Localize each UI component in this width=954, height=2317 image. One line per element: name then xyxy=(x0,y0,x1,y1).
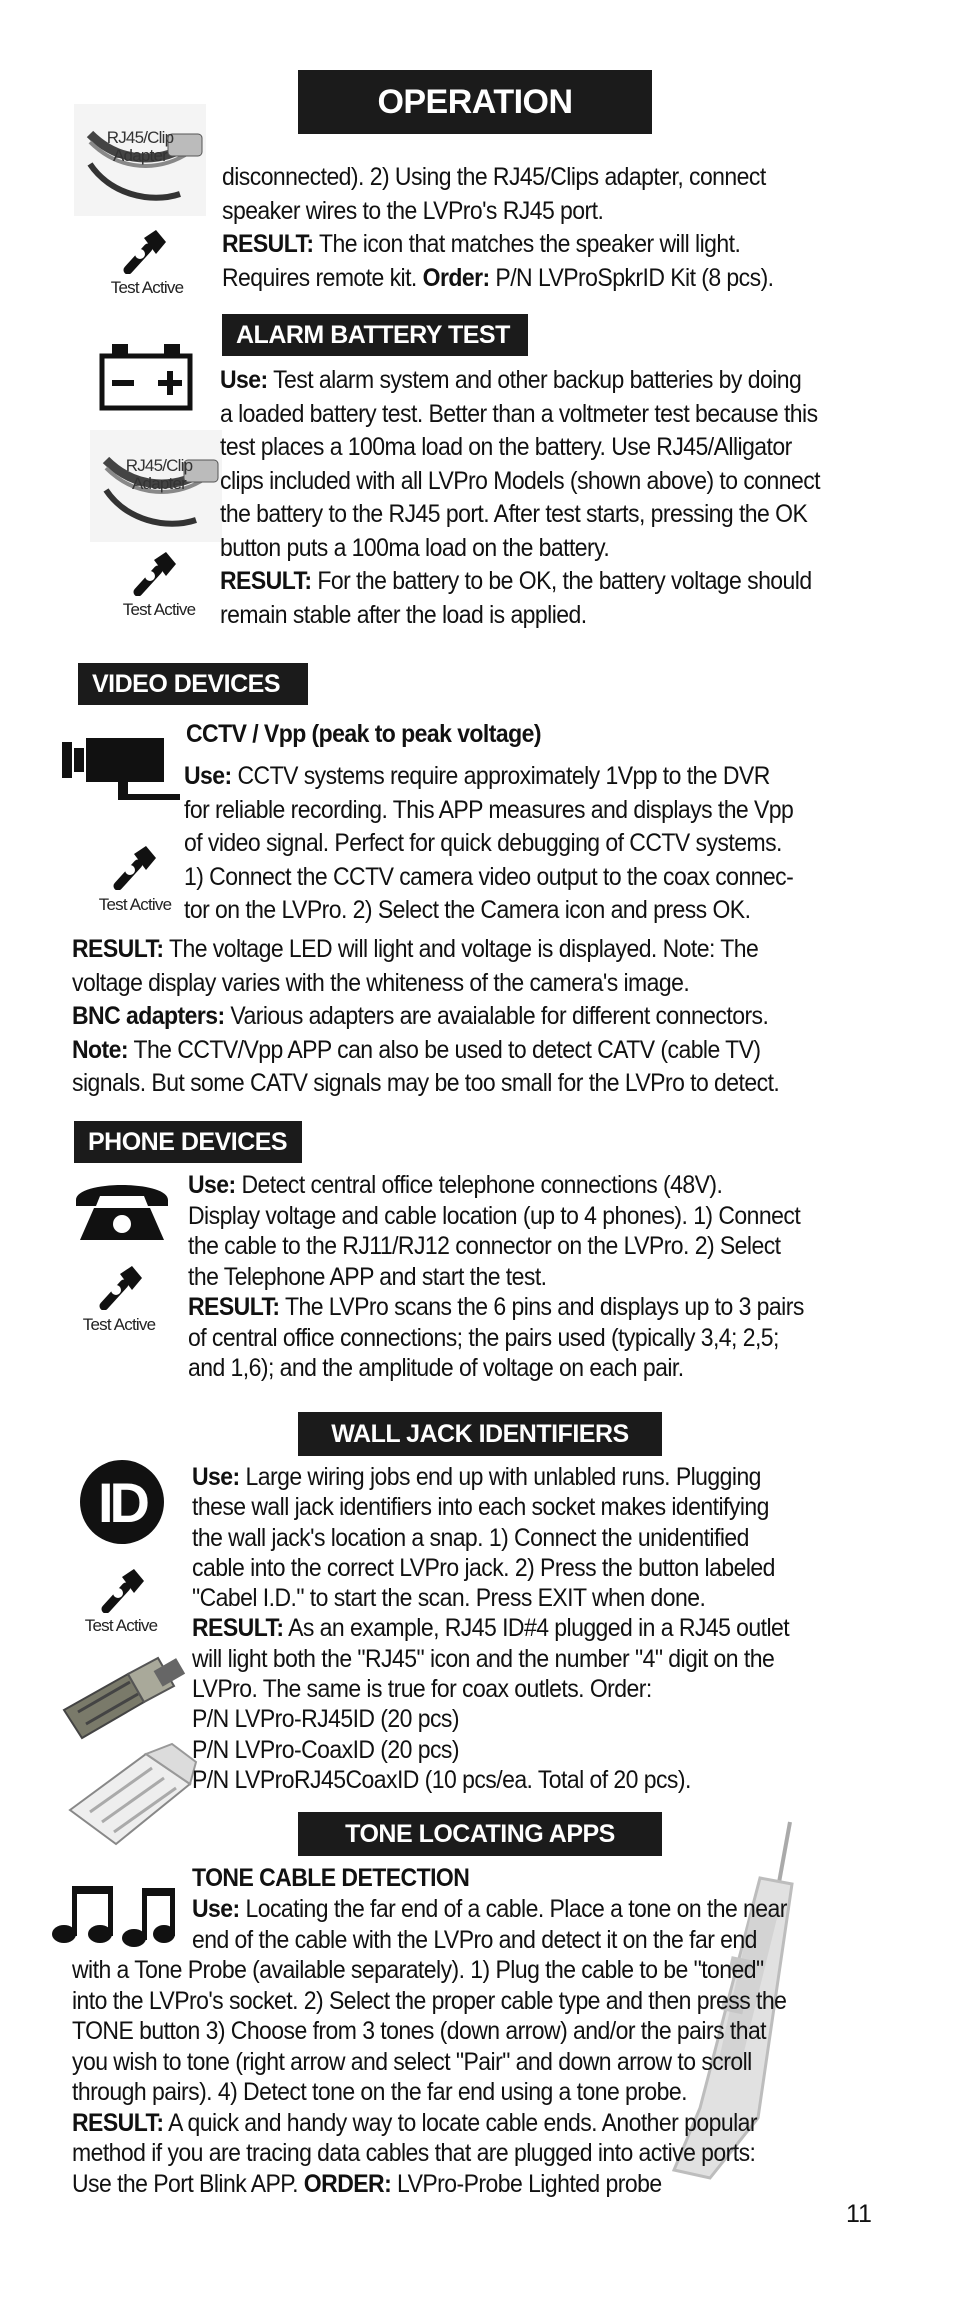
operation-banner xyxy=(298,70,652,134)
test-active-label-5: Test Active xyxy=(84,1616,158,1635)
alarm-text: Use: Test alarm system and other backup batteries by doing a loaded battery test. Better than a voltmeter test because this test places a 100ma load on the battery. Use RJ45/Alligator clips included with all LVPro Models (shown above) to connect the battery to the RJ45 port. After test starts, pressing the OK button puts a 100ma load on the battery. RESULT: For the battery to be OK, the battery voltage should remain stable after the load is applied. xyxy=(220,366,821,629)
tone-text: with a Tone Probe (available separately). 1) Plug the cable to be "toned" into the LVPro's socket. 2) Select the proper cable type and then press the TONE button 3) Choose from 3 tones (down arrow) and/or the pairs that you wish to tone (right arrow and select "Pair" and down arrow to scroll through pairs). 4) Detect tone on the far end using a tone probe. RESULT: A quick and handy way to locate cable ends. Another popular method if you are tracing data cables that are plugged into active ports: Use the Port Blink APP. ORDER: LVPro-Probe Lighted probe xyxy=(72,1956,787,2198)
rj45-id-image xyxy=(60,1740,200,1850)
telephone-icon xyxy=(72,1178,172,1244)
speaker-text: disconnected). 2) Using the RJ45/Clips adapter, connect speaker wires to the LVPro's RJ45 port. RESULT: The icon that matches the speaker will light. Requires remote kit. Order: P/N LVProSpkrID Kit (8 pcs). xyxy=(222,163,774,292)
video-text: Use: CCTV systems require approximately 1Vpp to the DVR for reliable recording. This APP measures and displays the Vpp of video signal. Perfect for quick debugging of CCTV systems. 1) Connect the CCTV camera video output to the coax connec- tor on the LVPro. 2) Select the Camera icon and press OK. xyxy=(184,762,794,924)
music-notes-icon xyxy=(48,1878,180,1948)
id-icon-text: ID xyxy=(98,1470,146,1534)
operation-banner-label: OPERATION xyxy=(377,82,573,121)
page-number: 11 xyxy=(846,2200,872,2228)
test-active-label-2: Test Active xyxy=(122,600,196,619)
video-banner xyxy=(78,663,308,705)
video-result-text: RESULT: The voltage LED will light and voltage is displayed. Note: The voltage display varies with the whiteness of the camera's image. BNC adapters: Various adapters are avaialable for different connectors. Note: The CCTV/Vpp APP can also be used to detect CATV (cable TV) signals. But some CATV signals may be too small for the LVPro to detect. xyxy=(72,935,780,1097)
tone-banner-label: TONE LOCATING APPS xyxy=(345,1819,615,1848)
battery-icon xyxy=(98,340,194,412)
alarm-banner-label: ALARM BATTERY TEST xyxy=(236,320,510,349)
video-banner-label: VIDEO DEVICES xyxy=(92,669,280,698)
walljack-text: Use: Large wiring jobs end up with unlabled runs. Plugging these wall jack identifiers into each socket makes identifying the wall jack's location a snap. 1) Connect the unidentified cable into the correct LVPro jack. 2) Press the button labeled "Cabel I.D." to start the scan. Press EXIT when done. RESULT: As an example, RJ45 ID#4 plugged in a RJ45 outlet will light both the "RJ45" icon and the number "4" digit on the LVPro. The same is true for coax outlets. Order: P/N LVPro-RJ45ID (20 pcs) P/N LVPro-CoaxID (20 pcs) P/N LVProRJ45CoaxID (10 pcs/ea. Total of 20 pcs). xyxy=(192,1463,790,1794)
test-probe-icon-5 xyxy=(98,1565,148,1613)
tone-banner xyxy=(298,1812,662,1856)
test-probe-icon-4 xyxy=(96,1262,146,1310)
tone-text-indented: Use: Locating the far end of a cable. Place a tone on the near end of the cable with the LVPro and detect it on the far end xyxy=(192,1895,787,1954)
test-probe-icon xyxy=(120,226,170,274)
test-active-label: Test Active xyxy=(110,278,184,297)
adapter-label-2: RJ45/Clip Adapter xyxy=(125,456,193,493)
test-probe-icon-2 xyxy=(130,548,180,596)
walljack-banner xyxy=(298,1412,662,1456)
phone-banner-label: PHONE DEVICES xyxy=(88,1127,288,1156)
walljack-banner-label: WALL JACK IDENTIFIERS xyxy=(331,1419,629,1448)
tone-heading: TONE CABLE DETECTION xyxy=(192,1864,470,1892)
test-active-label-4: Test Active xyxy=(82,1315,156,1334)
alarm-banner xyxy=(222,314,528,356)
test-active-label-3: Test Active xyxy=(98,895,172,914)
camera-icon xyxy=(60,734,182,806)
id-icon xyxy=(80,1460,164,1544)
phone-banner xyxy=(74,1121,302,1163)
test-probe-icon-3 xyxy=(110,842,160,890)
video-heading: CCTV / Vpp (peak to peak voltage) xyxy=(186,720,541,748)
adapter-label: RJ45/Clip Adapter xyxy=(106,128,174,165)
phone-text: Use: Detect central office telephone connections (48V). Display voltage and cable location (up to 4 phones). 1) Connect the cable to the RJ11/RJ12 connector on the LVPro. 2) Select the Telephone APP and start the test. RESULT: The LVPro scans the 6 pins and displays up to 3 pairs of central office connections; the pairs used (typically 3,4; 2,5; and 1,6); and the amplitude of voltage on each pair. xyxy=(188,1171,804,1382)
coax-id-image xyxy=(58,1650,188,1750)
